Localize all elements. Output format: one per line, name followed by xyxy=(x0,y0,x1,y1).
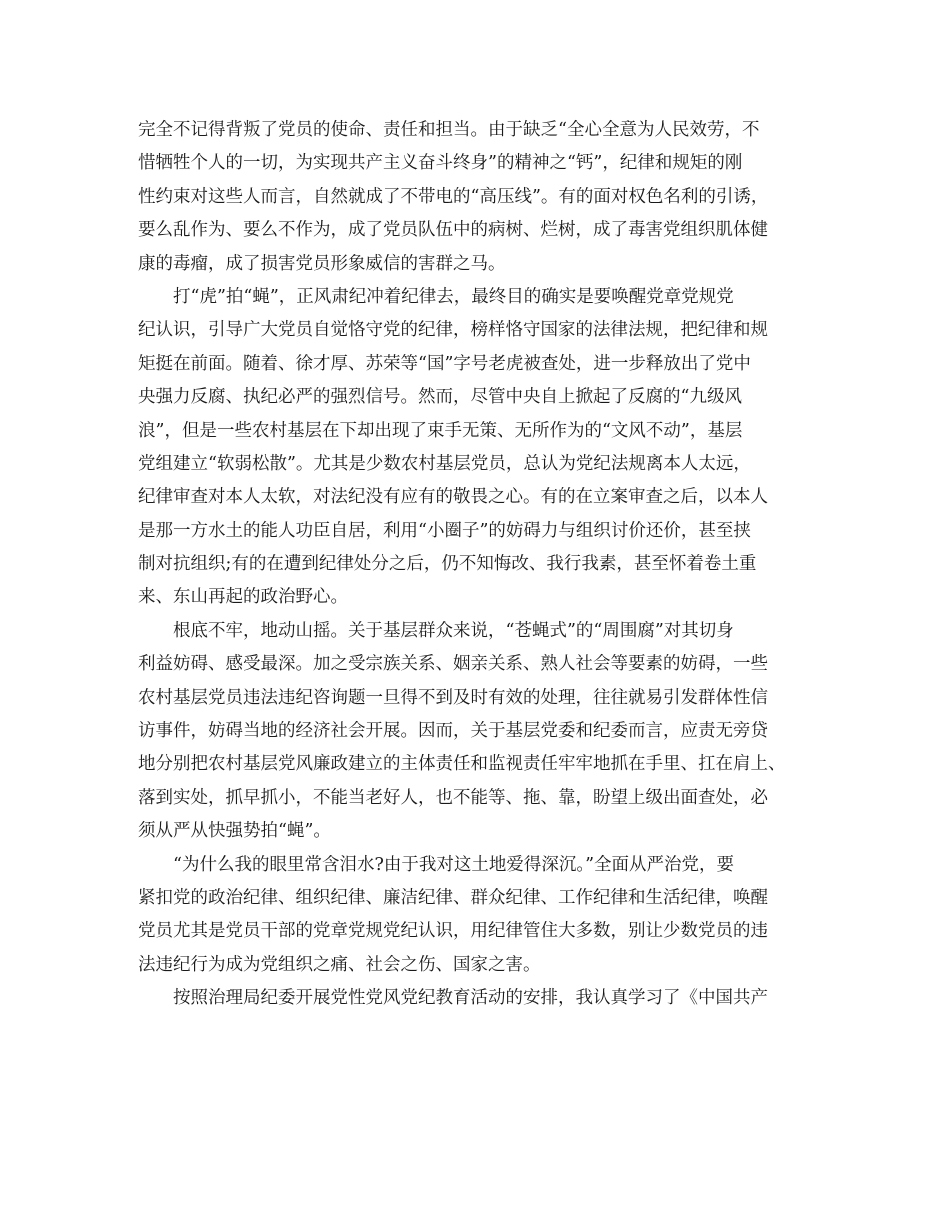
text-line: 性约束对这些人而言，自然就成了不带电的“高压线”。有的面对权色名利的引诱， xyxy=(138,186,769,207)
text-line: 要么乱作为、要么不作为，成了党员队伍中的病树、烂树，成了毒害党组织肌体健 xyxy=(138,220,768,241)
text-line: 制对抗组织;有的在遭到纪律处分之后，仍不知悔改、我行我素，甚至怀着卷土重 xyxy=(138,554,757,575)
document-body xyxy=(138,114,828,1016)
text-line: 党组建立“软弱松散”。尤其是少数农村基层党员，总认为党纪法规离本人太远， xyxy=(138,453,751,474)
text-line: 纪律审查对本人太软，对法纪没有应有的敬畏之心。有的在立案审查之后，以本人 xyxy=(138,487,768,508)
text-line: 访事件，妨碍当地的经济社会开展。因而，关于基层党委和纪委而言，应责无旁贷 xyxy=(138,721,768,742)
text-line: 农村基层党员违法违纪咨询题一旦得不到及时有效的处理，往往就易引发群体性信 xyxy=(138,687,768,708)
text-line: 惜牺牲个人的一切，为实现共产主义奋斗终身”的精神之“钙”，纪律和规矩的刚 xyxy=(138,153,743,174)
text-line: 纪认识，引导广大党员自觉恪守党的纪律，榜样恪守国家的法律法规，把纪律和规 xyxy=(138,320,768,341)
text-line: 浪”，但是一些农村基层在下却出现了束手无策、无所作为的“文风不动”，基层 xyxy=(138,420,743,441)
paragraph-start-line: 按照治理局纪委开展党性党风党纪教育活动的安排，我认真学习了《中国共产 xyxy=(173,988,768,1009)
text-line: 矩挺在前面。随着、徐才厚、苏荣等“国”字号老虎被查处，进一步释放出了党中 xyxy=(138,353,751,374)
text-line: 落到实处，抓早抓小，不能当老好人，也不能等、拖、靠，盼望上级出面查处，必 xyxy=(138,787,768,808)
text-line: 是那一方水土的能人功臣自居，利用“小圈子”的妨碍力与组织讨价还价，甚至挟 xyxy=(138,520,751,541)
paragraph-start-line: “为什么我的眼里常含泪水?由于我对这土地爱得深沉。”全面从严治党，要 xyxy=(173,854,735,875)
text-line: 地分别把农村基层党风廉政建立的主体责任和监视责任牢牢地抓在手里、扛在肩上、 xyxy=(138,754,786,775)
text-line: 紧扣党的政治纪律、组织纪律、廉洁纪律、群众纪律、工作纪律和生活纪律，唤醒 xyxy=(138,887,768,908)
paragraph-start-line: 打“虎”拍“蝇”，正风肃纪冲着纪律去，最终目的确实是要唤醒党章党规党 xyxy=(173,286,734,307)
text-line: 央强力反腐、执纪必严的强烈信号。然而，尽管中央自上掀起了反腐的“九级风 xyxy=(138,387,742,408)
text-line: 须从严从快强势拍“蝇”。 xyxy=(138,821,331,842)
text-line: 完全不记得背叛了党员的使命、责任和担当。由于缺乏“全心全意为人民效劳，不 xyxy=(138,120,760,140)
text-line: 来、东山再起的政治野心。 xyxy=(138,587,348,608)
paragraph-start-line: 根底不牢，地动山摇。关于基层群众来说，“苍蝇式”的“周围腐”对其切身 xyxy=(173,620,734,641)
text-line: 利益妨碍、感受最深。加之受宗族关系、姻亲关系、熟人社会等要素的妨碍，一些 xyxy=(138,654,768,675)
text-line: 党员尤其是党员干部的党章党规党纪认识，用纪律管住大多数，别让少数党员的违 xyxy=(138,921,768,942)
text-line: 法违纪行为成为党组织之痛、社会之伤、国家之害。 xyxy=(138,954,541,975)
text-line: 康的毒瘤，成了损害党员形象威信的害群之马。 xyxy=(138,253,506,274)
